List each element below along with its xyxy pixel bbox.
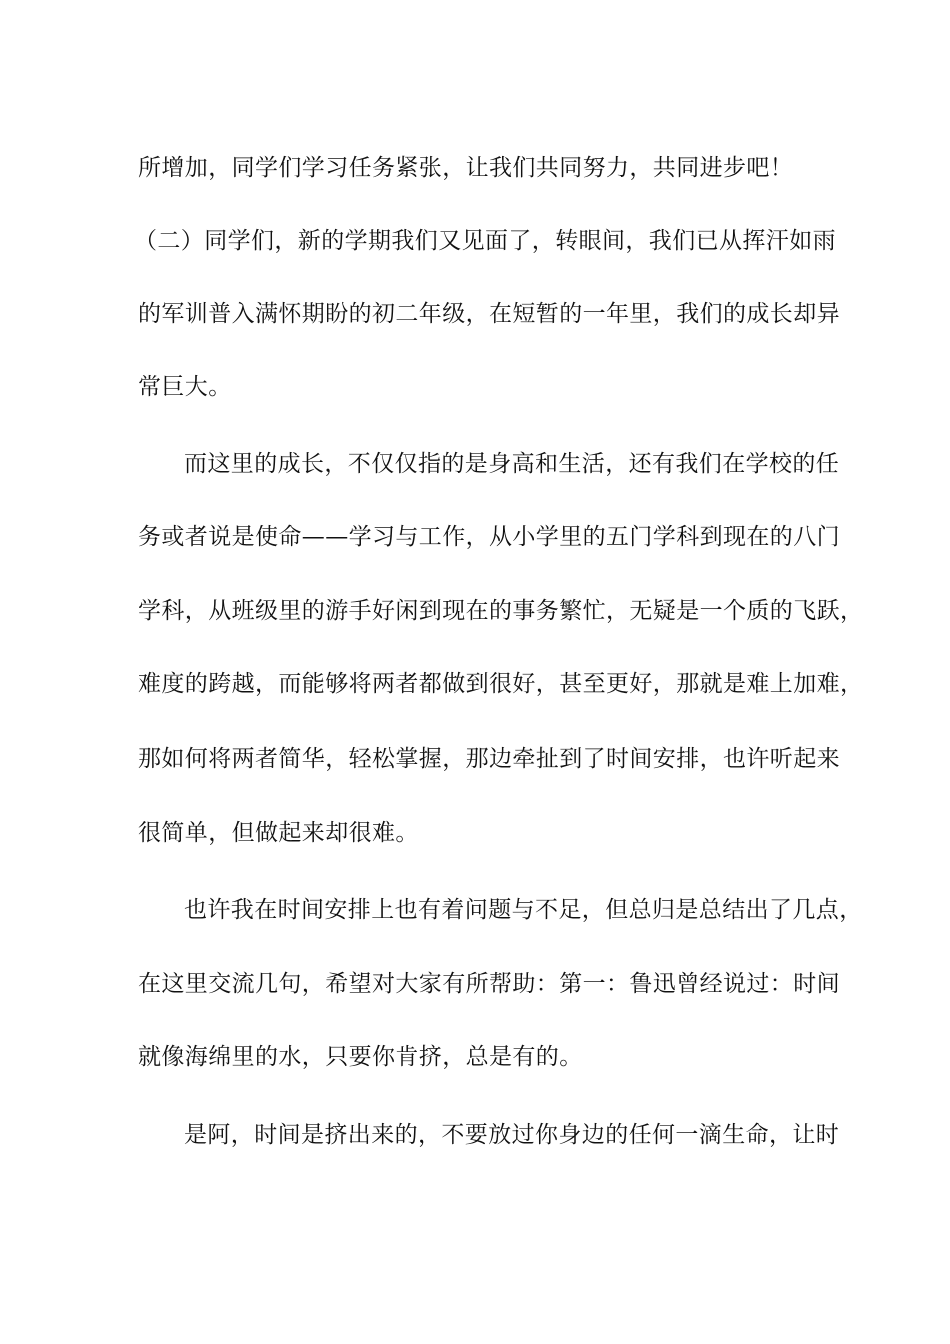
text-line: 常巨大。 xyxy=(138,374,232,400)
text-line: 所增加，同学们学习任务紧张，让我们共同努力，共同进步吧！ xyxy=(138,155,794,181)
text-line: 学科，从班级里的游手好闲到现在的事务繁忙，无疑是一个质的飞跃， xyxy=(138,598,864,624)
text-line: （二）同学们，新的学期我们又见面了，转眼间，我们已从挥汗如雨 xyxy=(134,228,836,254)
text-line: 就像海绵里的水，只要你肯挤，总是有的。 xyxy=(138,1044,583,1070)
text-line: 而这里的成长，不仅仅指的是身高和生活，还有我们在学校的任 xyxy=(184,451,840,477)
text-line: 也许我在时间安排上也有着问题与不足，但总归是总结出了几点， xyxy=(184,897,863,923)
text-line: 那如何将两者简华，轻松掌握，那边牵扯到了时间安排，也许听起来 xyxy=(138,746,840,772)
text-line: 难度的跨越，而能够将两者都做到很好，甚至更好，那就是难上加难， xyxy=(138,671,864,697)
text-line: 是阿，时间是挤出来的，不要放过你身边的任何一滴生命，让时 xyxy=(184,1122,840,1148)
text-line: 务或者说是使命——学习与工作，从小学里的五门学科到现在的八门 xyxy=(138,524,840,550)
text-line: 很简单，但做起来却很难。 xyxy=(138,820,419,846)
text-line: 的军训普入满怀期盼的初二年级，在短暂的一年里，我们的成长却异 xyxy=(138,301,840,327)
text-line: 在这里交流几句，希望对大家有所帮助：第一：鲁迅曾经说过：时间 xyxy=(138,971,840,997)
